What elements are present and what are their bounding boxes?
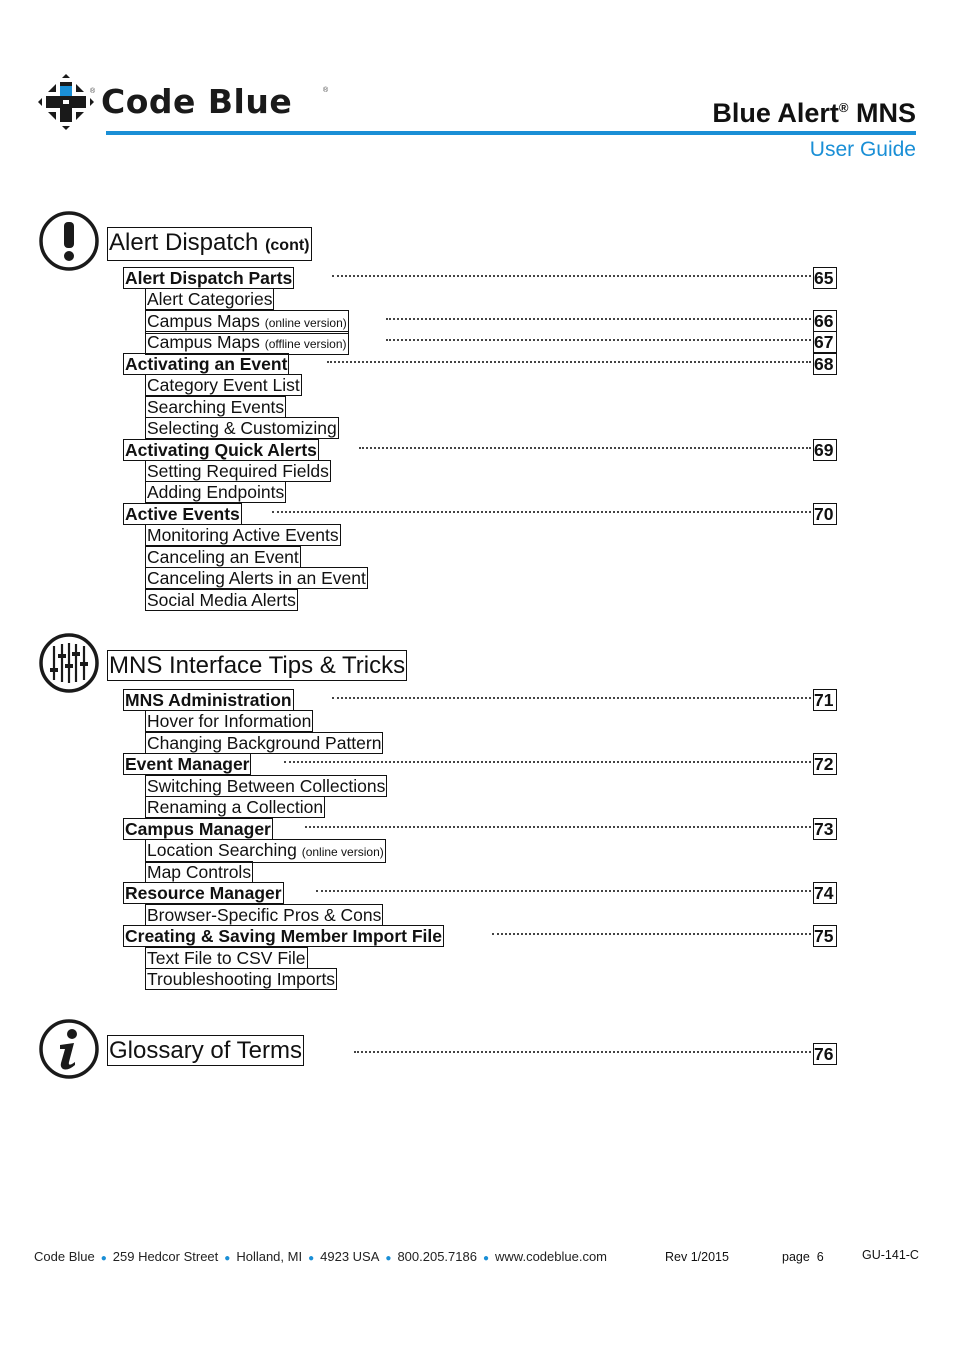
- toc-entry-label[interactable]: Text File to CSV File: [147, 948, 306, 968]
- toc-entry[interactable]: [0, 732, 954, 754]
- leader-dots: [359, 439, 811, 449]
- document-title: Blue Alert® MNS: [712, 98, 916, 128]
- toc-entry-label[interactable]: Campus Manager: [125, 819, 271, 839]
- toc-entry[interactable]: [0, 481, 954, 503]
- bullet-icon: ●: [100, 1253, 107, 1264]
- toc-entry-label[interactable]: Changing Background Pattern: [147, 733, 382, 753]
- toc-entry[interactable]: [0, 460, 954, 482]
- toc-page-number[interactable]: 76: [813, 1043, 837, 1065]
- toc-entry-label[interactable]: Renaming a Collection: [147, 797, 324, 817]
- toc-entry-label[interactable]: Switching Between Collections: [147, 776, 386, 796]
- leader-dots: [386, 331, 811, 341]
- toc-entry[interactable]: [0, 775, 954, 797]
- footer-company: Code Blue: [34, 1249, 95, 1264]
- leader-dots: [354, 1043, 811, 1053]
- toc-entry[interactable]: [0, 374, 954, 396]
- toc-entry-label[interactable]: Campus Maps (online version): [145, 310, 349, 334]
- toc-entry-label[interactable]: Campus Maps (offline version): [145, 331, 349, 355]
- logo-registered-mark: ®: [323, 87, 329, 94]
- logo-text: Code Blue: [101, 82, 293, 121]
- toc-entry[interactable]: [0, 267, 954, 289]
- toc-entry-label[interactable]: Searching Events: [147, 397, 285, 417]
- toc-entry[interactable]: [0, 753, 954, 775]
- toc-entry[interactable]: [0, 546, 954, 568]
- toc-entry[interactable]: [0, 331, 954, 353]
- toc-entry-label[interactable]: Location Searching (online version): [145, 839, 386, 863]
- exclamation-circle-icon: [38, 210, 100, 272]
- bullet-icon: ●: [482, 1253, 490, 1264]
- toc-entry[interactable]: [0, 882, 954, 904]
- toc-entry[interactable]: [0, 861, 954, 883]
- footer-city: Holland, MI: [236, 1249, 303, 1264]
- sliders-circle-icon: [38, 632, 100, 694]
- code-blue-logo-mark-icon: [36, 72, 96, 132]
- toc-entry[interactable]: [0, 947, 954, 969]
- footer-zip: 4923 USA: [320, 1249, 380, 1264]
- toc-entry-label[interactable]: Social Media Alerts: [147, 590, 296, 610]
- toc-page-number[interactable]: 75: [813, 925, 837, 947]
- leader-dots: [272, 503, 811, 513]
- footer-street: 259 Hedcor Street: [112, 1249, 219, 1264]
- toc-entry-label[interactable]: Browser-Specific Pros & Cons: [147, 905, 382, 925]
- toc-entry[interactable]: [0, 439, 954, 461]
- toc-page-number[interactable]: 72: [813, 753, 837, 775]
- toc-entry[interactable]: [0, 503, 954, 525]
- leader-dots: [386, 310, 811, 320]
- toc-entry-label[interactable]: Canceling Alerts in an Event: [147, 568, 366, 588]
- toc-entry-label[interactable]: Hover for Information: [147, 711, 312, 731]
- toc-page-number[interactable]: 74: [813, 882, 837, 904]
- leader-dots: [327, 353, 811, 363]
- toc-entry-label[interactable]: Active Events: [125, 504, 240, 524]
- toc-entry-label[interactable]: Alert Dispatch Parts: [125, 268, 293, 288]
- toc-entry-label[interactable]: Alert Categories: [147, 289, 273, 309]
- toc-page-number[interactable]: 70: [813, 503, 837, 525]
- toc-entry-label[interactable]: Creating & Saving Member Import File: [125, 926, 442, 946]
- bullet-icon: ●: [224, 1253, 231, 1264]
- leader-dots: [332, 267, 811, 277]
- toc-entry[interactable]: [0, 968, 954, 990]
- leader-dots: [492, 925, 811, 935]
- leader-dots: [284, 753, 811, 763]
- toc-entry-label[interactable]: MNS Administration: [125, 690, 292, 710]
- toc-page-number[interactable]: 69: [813, 439, 837, 461]
- toc-entry[interactable]: [0, 710, 954, 732]
- toc-entry[interactable]: [0, 689, 954, 711]
- footer-address: [34, 1249, 607, 1264]
- footer-phone: 800.205.7186: [397, 1249, 477, 1264]
- logo-registered-mark: ®: [90, 88, 96, 95]
- document-subtitle: User Guide: [809, 138, 916, 161]
- toc-entry[interactable]: [0, 1043, 954, 1065]
- toc-page-number[interactable]: 73: [813, 818, 837, 840]
- toc-page-number[interactable]: 66: [813, 310, 837, 332]
- toc-entry[interactable]: [0, 839, 954, 861]
- toc-entry-label[interactable]: Event Manager: [125, 754, 250, 774]
- section-title-mns-interface[interactable]: MNS Interface Tips & Tricks: [109, 652, 406, 679]
- footer-revision: Rev 1/2015: [665, 1250, 729, 1264]
- toc-page-number[interactable]: 68: [813, 353, 837, 375]
- toc-entry-label[interactable]: Activating an Event: [125, 354, 288, 374]
- toc-page-number[interactable]: 71: [813, 689, 837, 711]
- toc-entry-label[interactable]: Category Event List: [147, 375, 300, 395]
- leader-dots: [332, 689, 811, 699]
- footer-website[interactable]: www.codeblue.com: [495, 1249, 608, 1264]
- toc-entry[interactable]: [0, 925, 954, 947]
- toc-entry-label[interactable]: Canceling an Event: [147, 547, 299, 567]
- toc-entry-label[interactable]: Map Controls: [147, 862, 252, 882]
- toc-entry-label[interactable]: Resource Manager: [125, 883, 282, 903]
- toc-entry[interactable]: [0, 904, 954, 926]
- toc-entry[interactable]: [0, 524, 954, 546]
- toc-entry-label[interactable]: Selecting & Customizing: [147, 418, 337, 438]
- toc-entry[interactable]: [0, 353, 954, 375]
- bullet-icon: ●: [385, 1253, 392, 1264]
- toc-entry[interactable]: [0, 288, 954, 310]
- toc-entry[interactable]: [0, 818, 954, 840]
- leader-dots: [316, 882, 811, 892]
- header-rule: [106, 131, 916, 135]
- section-title-alert-dispatch[interactable]: Alert Dispatch (cont): [107, 227, 312, 261]
- toc-entry-label[interactable]: Activating Quick Alerts: [125, 440, 317, 460]
- toc-entry[interactable]: [0, 567, 954, 589]
- toc-entry-label[interactable]: Troubleshooting Imports: [147, 969, 336, 989]
- section-title-glossary[interactable]: Glossary of Terms: [109, 1037, 302, 1064]
- toc-entry[interactable]: [0, 796, 954, 818]
- bullet-icon: ●: [308, 1253, 315, 1264]
- toc-entry[interactable]: [0, 589, 954, 611]
- toc-page-number[interactable]: 67: [813, 331, 837, 353]
- footer-page-number: page 6: [782, 1250, 824, 1264]
- toc-entry[interactable]: [0, 396, 954, 418]
- toc-entry[interactable]: [0, 417, 954, 439]
- leader-dots: [305, 818, 811, 828]
- toc-page-number[interactable]: 65: [813, 267, 837, 289]
- footer-document-id: GU-141-C: [862, 1248, 919, 1262]
- toc-entry-label[interactable]: Setting Required Fields: [147, 461, 329, 481]
- toc-entry-label[interactable]: Adding Endpoints: [147, 482, 285, 502]
- toc-entry[interactable]: [0, 310, 954, 332]
- toc-entry-label[interactable]: Monitoring Active Events: [147, 525, 339, 545]
